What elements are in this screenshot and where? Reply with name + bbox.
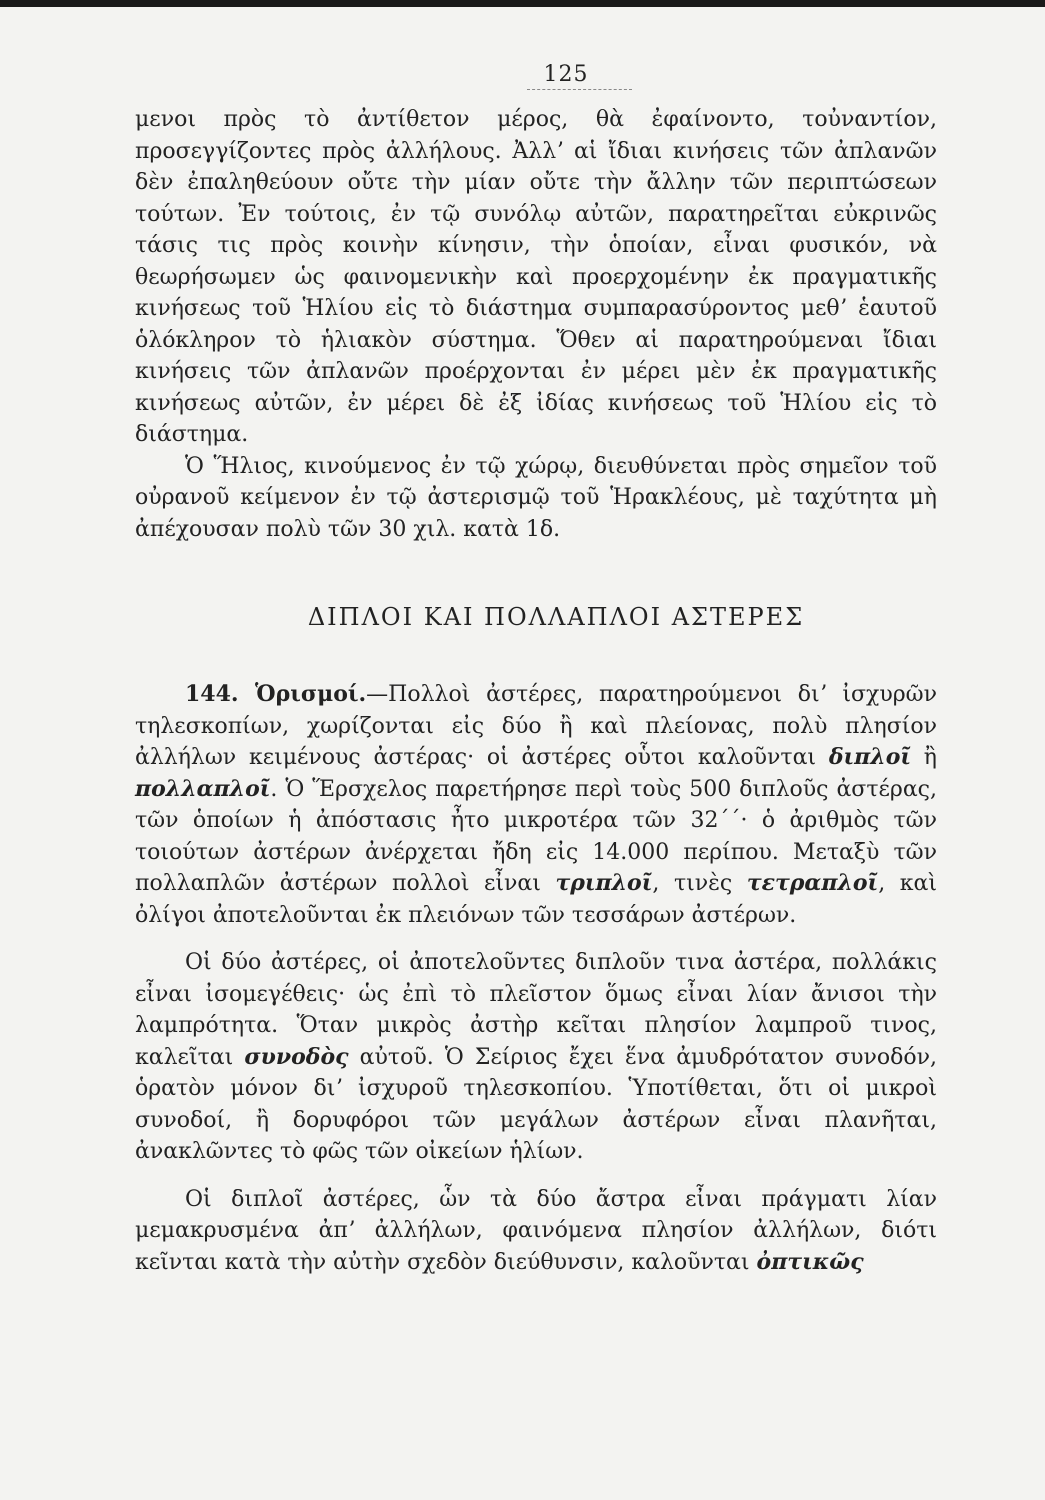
paragraph-companions: [135, 947, 937, 1168]
text-segment: ἢ: [911, 745, 937, 770]
text-segment: —Πολλοὶ ἀστέρες, παρατηρούμενοι διʼ ἰσχυρῶν τηλεσκοπίων, χωρίζονται εἰς δύο ἢ καὶ πλείονας, πολὺ πλησίον ἀλλήλων κειμένους ἀστέρας· οἱ ἀστέρες οὗτοι καλοῦνται: [135, 682, 937, 770]
term-optical: ὀπτικῶς: [756, 1248, 864, 1275]
book-page: [135, 62, 937, 1278]
text-segment: Οἱ δύο ἀστέρες, οἱ ἀποτελοῦντες διπλοῦν τινα ἀστέρα, πολλάκις εἶναι ἰσομεγέθεις· ὡς ἐπὶ τὸ πλεῖστον ὅμως εἶναι λίαν ἄνισοι τὴν λαμπρότητα. Ὅταν μικρὸς ἀστὴρ κεῖται πλησίον λαμπροῦ τινος, καλεῖται: [135, 950, 937, 1070]
term-quadruple: τετραπλοῖ: [746, 870, 879, 896]
term-multiple: πολλαπλοῖ: [135, 775, 271, 802]
scan-top-edge: [0, 0, 1045, 7]
text-segment: . Ὁ Ἕρσχελος παρετήρησε περὶ τοὺς 500 διπλοῦς ἀστέρας, τῶν ὁποίων ἡ ἀπόστασις ἦτο μικροτέρα τῶν 32΄΄· ὁ ἀριθμὸς τῶν τοιούτων ἀστέρων ἀνέρχεται ἤδη εἰς 14.000 περίπου. Μεταξὺ τῶν πολλαπλῶν ἀστέρων πολλοὶ εἶναι: [135, 776, 937, 896]
text-segment: , καὶ ὀλίγοι ἀποτελοῦνται ἐκ πλειόνων τῶν τεσσάρων ἀστέρων.: [135, 871, 937, 928]
term-double: διπλοῖ: [828, 744, 912, 770]
text-segment: Οἱ διπλοῖ ἀστέρες, ὧν τὰ δύο ἄστρα εἶναι πράγματι λίαν μεμακρυσμένα ἀπʼ ἀλλήλων, φαινόμενα πλησίον ἀλλήλων, διότι κεῖνται κατὰ τὴν αὐτὴν σχεδὸν διεύθυνσιν, καλοῦνται: [135, 1186, 937, 1275]
paragraph-1: μενοι πρὸς τὸ ἀντίθετον μέρος, θὰ ἐφαίνοντο, τοὐναντίον, προσεγγίζοντες πρὸς ἀλλήλους. Ἀλλʼ αἱ ἴδιαι κινήσεις τῶν ἀπλανῶν δὲν ἐπαληθεύουν οὔτε τὴν μίαν οὔτε τὴν ἄλλην τῶν περιπτώσεων τούτων. Ἐν τούτοις, ἐν τῷ συνόλῳ αὐτῶν, παρατηρεῖται εὐκρινῶς τάσις τις πρὸς κοινὴν κίνησιν, τὴν ὁποίαν, εἶναι φυσικόν, νὰ θεωρήσωμεν ὡς φαινομενικὴν καὶ προερχομένην ἐκ πραγματικῆς κινήσεως τοῦ Ἡλίου εἰς τὸ διάστημα συμπαρασύροντος μεθʼ ἑαυτοῦ ὁλόκληρον τὸ ἡλιακὸν σύστημα. Ὅθεν αἱ παρατηρούμεναι ἴδιαι κινήσεις τῶν ἀπλανῶν προέρχονται ἐν μέρει μὲν ἐκ πραγματικῆς κινήσεως αὐτῶν, ἐν μέρει δὲ ἐξ ἰδίας κινήσεως τοῦ Ἡλίου εἰς τὸ διάστημα.: [135, 107, 937, 447]
text-segment: , τινὲς: [652, 871, 747, 896]
page-number-rule: [527, 89, 632, 90]
term-triple: τριπλοῖ: [555, 870, 653, 896]
page-number: 125: [543, 62, 589, 87]
section-lead: 144. Ὁρισμοί.: [185, 681, 367, 707]
paragraph-2: Ὁ Ἥλιος, κινούμενος ἐν τῷ χώρῳ, διευθύνεται πρὸς σημεῖον τοῦ οὐρανοῦ κείμενον ἐν τῷ ἀστερισμῷ τοῦ Ἡρακλέους, μὲ ταχύτητα μὴ ἀπέχουσαν πολὺ τῶν 30 χιλ. κατὰ 1δ.: [135, 453, 937, 542]
term-companion: συνοδὸς: [244, 1043, 349, 1070]
text-segment: αὐτοῦ. Ὁ Σείριος ἔχει ἕνα ἀμυδρότατον συνοδόν, ὁρατὸν μόνον διʼ ἰσχυροῦ τηλεσκοπίου. Ὑποτίθεται, ὅτι οἱ μικροὶ συνοδοί, ἢ δορυφόροι τῶν μεγάλων ἀστέρων εἶναι πλανῆται, ἀνακλῶντες τὸ φῶς τῶν οἰκείων ἡλίων.: [135, 1044, 937, 1164]
paragraph-optical: [135, 1184, 937, 1279]
paragraph-definitions: [135, 679, 937, 931]
section-title: ΔΙΠΛΟΙ ΚΑΙ ΠΟΛΛΑΠΛΟΙ ΑΣΤΕΡΕΣ: [307, 603, 805, 631]
